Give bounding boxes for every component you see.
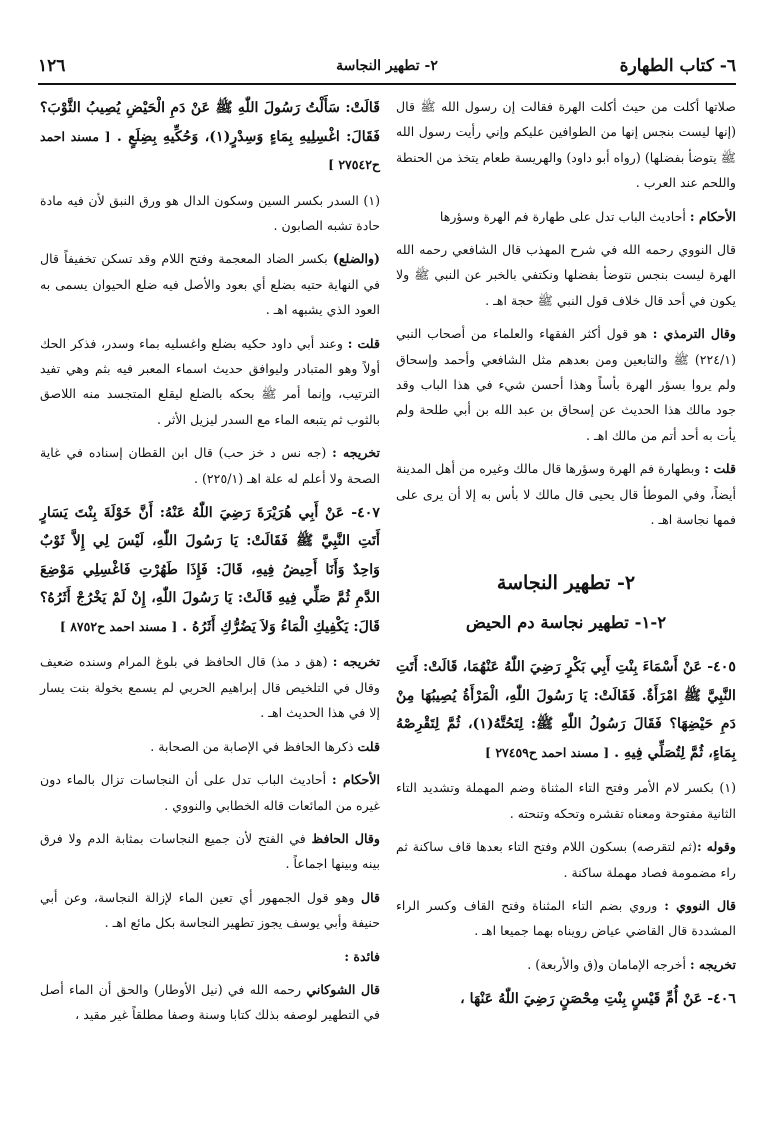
label: وقوله : [696, 839, 737, 855]
left-column [40, 94, 380, 1036]
label: وقال الحافظ [311, 830, 380, 846]
paragraph: قلت : وبطهارة فم الهرة وسؤرها قال مالك وغيره من أهل المدينة أيضاً، وفي الموطأ قال يحيى قال مالك لا بأس به إلا أن يرى على فمها نجاسة اهـ . [395, 461, 736, 528]
label: فائدة : [344, 948, 380, 964]
page-number: ١٢٦ [38, 56, 66, 76]
hadith-reference: [ مسند احمد ح٢٧٤٥٩ ] [485, 744, 610, 760]
footnote: (١) السدر بكسر السين وسكون الدال هو ورق النبق لأن فيه مادة حادة تشبه الصابون . [40, 192, 380, 233]
label: تخريجه : [332, 654, 380, 670]
paragraph: قلت : وعند أبي داود حكيه بضلع واغسليه بماء وسدر، فذكر الحك أولاً وهو المتبادر وليوافق حديث اسماء المعبر فيه بثم وهي تفيد الترتيب، وإنما أمر ﷺ بحكه بالضلع ليقلع المتجسد منه اللاصق بالثوب ثم يتبعه الماء مع السدر ليزيل الأثر . [40, 335, 380, 427]
label: الأحكام : [689, 208, 736, 224]
label: قلت [357, 738, 380, 754]
paragraph: (والضلع) بكسر الضاد المعجمة وفتح اللام وقد تسكن تخفيفاً قال في النهاية حتيه بضلع أي بعود والأصل فيه ضلع الحيوان يسمى به العود الذي يشبهه اهـ . [40, 251, 380, 318]
header-rule [38, 83, 736, 85]
paragraph: وقال الترمذي : هو قول أكثر الفقهاء والعلماء من أصحاب النبي (٢٢٤/١) ﷺ والتابعين ومن بعدهم مثل الشافعي وأحمد وإسحاق ولم يروا بسؤر الهرة بأساً وهذا أحسن شيء في هذا الباب وقد جود مالك هذا الحديث عن إسحاق بن عبد الله بن أبي طلحة ولم يأت به أحد أتم من مالك اهـ . [396, 326, 736, 443]
paragraph: قال النووي رحمه الله في شرح المهذب قال الشافعي رحمه الله الهرة ليست بنجس نتوضأ بفضلها ونكتفي بالخبر عن النبي ﷺ ولا يكون في أحد قال خلاف قول النبي ﷺ حجة اهـ . [396, 242, 736, 308]
book-title: ٦- كتاب الطهارة [619, 56, 736, 76]
running-header [38, 56, 736, 82]
label: وقال الترمذي : [652, 326, 736, 342]
footnote: (١) بكسر لام الأمر وفتح التاء المثناة وضم المهملة وتشديد التاء الثانية مفتوحة ومعناه تقشره وتحكه وتنحته . [396, 780, 736, 821]
label: قال الشوكاني [306, 981, 380, 997]
paragraph: وقال الحافظ في الفتح لأن جميع النجاسات بمثابة الدم ولا فرق بينه وبينها اجماعاً . [40, 830, 380, 872]
paragraph: الأحكام : أحاديث الباب تدل على طهارة فم الهرة وسؤرها [439, 208, 736, 224]
hadith-406-start: ٤٠٦- عَنْ أُمِّ قَيْسٍ بِنْتِ مِحْصَنٍ رَضِيَ اللّٰهُ عَنْهَا ، [460, 991, 736, 1008]
hadith-407: ٤٠٧- عَنْ أَبِي هُرَيْرَةَ رَضِيَ اللّٰهُ عَنْهُ: أَنَّ خَوْلَةَ بِنْتَ يَسَارٍ أَتَتِ النَّبِيَّ ﷺ فَقَالَتْ: يَا رَسُولَ اللّٰهِ، لَيْسَ لِي إِلاَّ ثَوْبٌ وَاحِدٌ وَأَنَا أَحِيضُ فِيهِ، قَالَ: فَإِذَا طَهُرْتِ فَاغْسِلِي مَوْضِعَ الدَّمِ ثُمَّ صَلِّي فِيهِ قَالَتْ: يَا رَسُولَ اللّٰهِ، إِنْ لَمْ يَخْرُجْ أَثَرُهُ؟ قَالَ: يَكْفِيكِ الْمَاءُ وَلاَ يَضُرُّكِ أَثَرُهُ . [ مسند احمد ح٨٧٥٢ ] [40, 504, 380, 635]
chapter-title: ٢- تطهير النجاسة [336, 58, 438, 74]
paragraph: صلاتها أكلت من حيث أكلت الهرة فقالت إن رسول الله ﷺ قال (إنها ليست بنجس إنها من الطوافين عليكم وإني رأيت رسول الله ﷺ يتوضأ بفضلها) (رواه أبو داود) والهريسة طعام يتخذ من الحنطة واللحم عند العرب . [396, 99, 736, 191]
paragraph: قلت ذكرها الحافظ في الإصابة من الصحابة . [150, 738, 380, 754]
right-column [396, 94, 736, 1022]
paragraph: قال النووي : وروي بضم التاء المثناة وفتح القاف وكسر الراء المشددة قال القاضي عياض رويناه بهما جميعا اهـ . [396, 897, 736, 939]
paragraph: قال الشوكاني رحمه الله في (نيل الأوطار) والحق أن الماء أصل في التطهير لوصفه بذلك كتابا وسنة وصفا مطلقاً غير مقيد ، [40, 981, 380, 1023]
section-title: ٢- تطهير النجاسة [496, 571, 636, 594]
paragraph [40, 944, 380, 969]
label: تخريجه : [332, 445, 380, 461]
label: قال [360, 889, 380, 905]
paragraph: وقوله :(ثم لتقرصه) بسكون اللام وفتح التاء بعدها قاف ساكنة ثم راء مضمومة فصاد مهملة ساكنة . [396, 839, 737, 880]
hadith-405: ٤٠٥- عَنْ أَسْمَاءَ بِنْتِ أَبِي بَكْرٍ رَضِيَ اللّٰهُ عَنْهُمَا، قَالَتْ: أَتَتِ النَّبِيَّ ﷺ امْرَأَةٌ. فَقَالَتْ: يَا رَسُولَ اللّٰهِ، الْمَرْأَةُ يُصِيبُهَا مِنْ دَمِ حَيْضِهَا؟ فَقَالَ رَسُولُ اللّٰهِ ﷺ: لِتَحُتَّهُ(١)، ثُمَّ لِتَقْرِصْهُ بِمَاءٍ، ثُمَّ لِتُصَلِّي فِيهِ . [ مسند احمد ح٢٧٤٥٩ ] [396, 659, 736, 761]
paragraph: الأحكام : أحاديث الباب تدل على أن النجاسات تزال بالماء دون غيره من المائعات قاله الخطابي والنووي . [40, 772, 380, 813]
paragraph: تخريجه : (هق د مذ) قال الحافظ في بلوغ المرام وسنده ضعيف وقال في التلخيص قال إبراهيم الحربي لم يسمع بخولة بنت يسار إلا في هذا الحديث اهـ . [40, 654, 380, 721]
hadith-reference: [ مسند احمد ح٢٧٥٤٢ ] [40, 128, 380, 172]
paragraph: قال وهو قول الجمهور أي تعين الماء لإزالة النجاسة، وعن أبي حنيفة وأبي يوسف يجوز تطهير النجاسة بكل مائع اهـ . [40, 889, 380, 931]
label: قال النووي : [664, 897, 736, 913]
hadith-reference: [ مسند احمد ح٨٧٥٢ ] [59, 618, 178, 634]
paragraph: تخريجه : (جه نس د خز حب) قال ابن القطان إسناده في غاية الصحة ولا أعلم له علة اهـ (٢٢٥/١) . [40, 445, 380, 486]
label: تخريجه : [689, 956, 736, 972]
subsection-title: ٢-١- تطهير نجاسة دم الحيض [465, 612, 667, 632]
label: قلت : [347, 335, 380, 351]
label: (والضلع) [332, 251, 380, 267]
paragraph: تخريجه : أخرجه الإمامان و(ق والأربعة) . [527, 956, 736, 972]
hadith-406-continued: قَالَتْ: سَأَلْتُ رَسُولَ اللّٰهِ ﷺ عَنْ دَمِ الْحَيْضِ يُصِيبُ الثَّوْبَ؟ فَقَالَ: اغْسِلِيهِ بِمَاءٍ وَسِدْرٍ(١)، وَحُكِّيهِ بِضِلَعٍ . [ مسند احمد ح٢٧٥٤٢ ] [40, 100, 380, 172]
label: الأحكام : [332, 772, 380, 788]
label: قلت : [704, 461, 736, 477]
